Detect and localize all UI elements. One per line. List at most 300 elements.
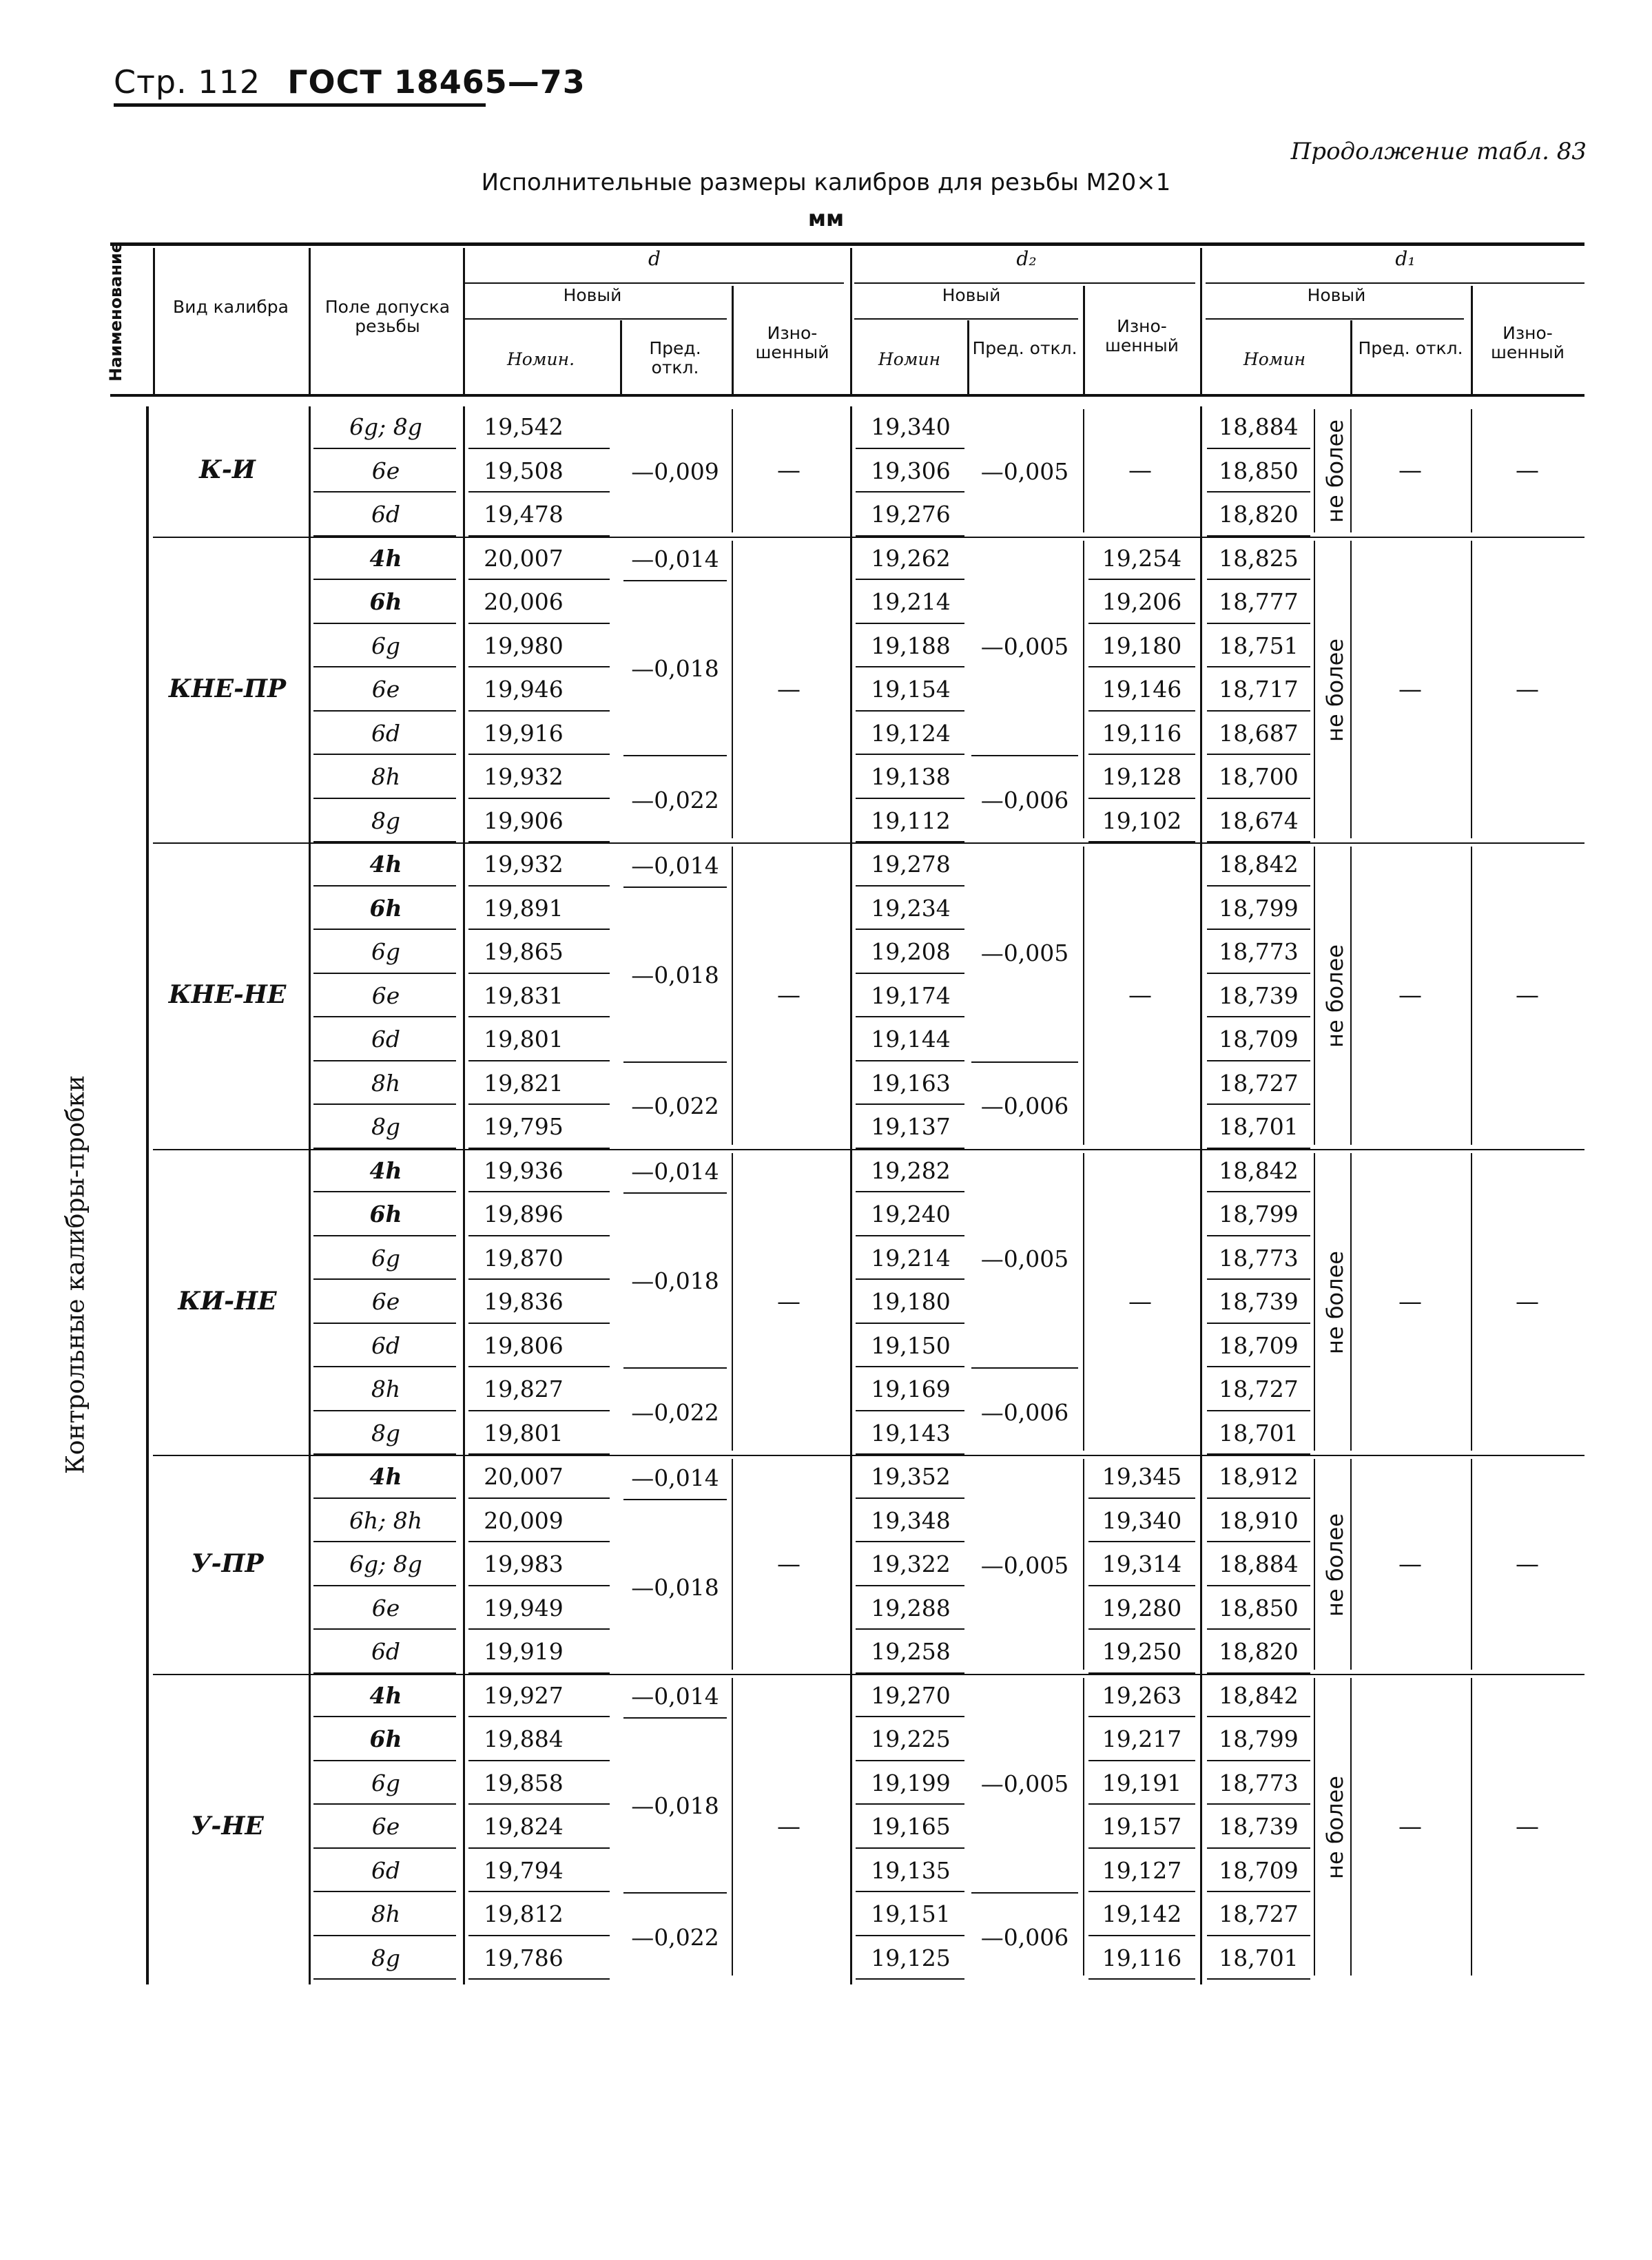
value-d-nominal: 19,884 [484, 1725, 564, 1752]
value-d-nominal: 19,827 [484, 1376, 564, 1402]
deviation-d: —0,022 [631, 786, 719, 813]
cell-underline [468, 491, 610, 493]
cell-underline [468, 1191, 610, 1192]
value-d2-nominal: 19,125 [871, 1944, 951, 1971]
value-d2-nominal: 19,352 [871, 1463, 951, 1490]
header-sub-rule [1206, 318, 1464, 320]
worn-d1-dash: — [1516, 1812, 1539, 1841]
value-d2-nominal: 19,138 [871, 763, 951, 790]
deviation-d: —0,018 [631, 1267, 719, 1294]
value-d-nominal: 19,932 [484, 851, 564, 878]
group-separator [153, 1455, 1584, 1456]
d1-bracket [1314, 1153, 1315, 1451]
deviation-d: —0,014 [631, 1683, 719, 1710]
value-d-nominal: 19,932 [484, 763, 564, 790]
cell-underline [1207, 1278, 1310, 1280]
tolerance-field: 6d [371, 719, 401, 747]
col-divider [1083, 847, 1084, 1145]
cell-underline [1088, 1541, 1195, 1542]
header-nom: Номин [1243, 349, 1306, 369]
standard-number: ГОСТ 18465—73 [287, 63, 586, 101]
cell-underline [1207, 1323, 1310, 1324]
cell-underline [313, 448, 456, 449]
cell-underline [856, 491, 964, 493]
value-d2-nominal: 19,276 [871, 501, 951, 528]
tolerance-field: 6g [371, 938, 401, 965]
cell-underline [468, 1060, 610, 1061]
deviation-d: —0,018 [631, 961, 719, 988]
header-d1: d₁ [1395, 247, 1416, 270]
cell-underline [856, 929, 964, 930]
deviation-rule [623, 1892, 727, 1894]
col-divider [463, 248, 465, 394]
value-d2-nominal: 19,340 [871, 413, 951, 440]
cell-underline [1207, 885, 1310, 887]
worn-d1-dash: — [1516, 457, 1539, 485]
value-d2-worn: 19,250 [1102, 1638, 1182, 1665]
value-d1-nominal: 18,777 [1219, 588, 1299, 615]
cell-underline [856, 1760, 964, 1761]
cell-underline [313, 1891, 456, 1892]
value-d1-nominal: 18,739 [1219, 1288, 1299, 1315]
cell-underline [468, 710, 610, 712]
value-d-nominal: 19,542 [484, 413, 564, 440]
value-d1-nominal: 18,799 [1219, 1201, 1299, 1227]
tolerance-field: 8h [371, 1069, 401, 1097]
col-divider [1200, 406, 1202, 1984]
table-left-rule [146, 406, 149, 1984]
tolerance-field: 4h [369, 851, 402, 878]
value-d2-nominal: 19,282 [871, 1157, 951, 1184]
value-d-nominal: 19,927 [484, 1681, 564, 1709]
cell-underline [313, 929, 456, 930]
cell-underline [1088, 1978, 1195, 1980]
header-nom: Номин [878, 349, 941, 369]
cell-underline [856, 1016, 964, 1017]
gauge-kind: КНЕ-ПР [168, 674, 287, 703]
cell-underline [1207, 1191, 1310, 1192]
col-divider [1350, 1153, 1352, 1451]
worn-d2-dash: — [1128, 1287, 1152, 1316]
value-d2-worn: 19,314 [1102, 1551, 1182, 1577]
d1-deviation-dash: — [1398, 1287, 1422, 1316]
cell-underline [468, 1891, 610, 1892]
deviation-d2: —0,005 [980, 633, 1069, 661]
cell-underline [468, 1935, 610, 1936]
tolerance-field: 4h [369, 1157, 402, 1184]
not-more-label: не более [1321, 1250, 1348, 1354]
not-more-label: не более [1321, 1513, 1348, 1617]
value-d-nominal: 19,478 [484, 501, 564, 528]
deviation-rule [623, 887, 727, 888]
cell-underline [1088, 1803, 1195, 1805]
d1-deviation-dash: — [1398, 457, 1422, 485]
cell-underline [313, 1585, 456, 1586]
cell-underline [468, 1803, 610, 1805]
header-rule [114, 103, 486, 107]
value-d2-nominal: 19,143 [871, 1419, 951, 1447]
tolerance-field: 8g [371, 807, 401, 834]
tolerance-field: 8g [371, 1113, 401, 1140]
cell-underline [313, 754, 456, 755]
value-d-nominal: 19,870 [484, 1244, 564, 1272]
value-d-nominal: 19,896 [484, 1201, 564, 1227]
value-d2-nominal: 19,288 [871, 1594, 951, 1621]
value-d1-nominal: 18,799 [1219, 894, 1299, 922]
cell-underline [856, 1235, 964, 1236]
deviation-d2: —0,005 [980, 1245, 1069, 1273]
value-d2-nominal: 19,124 [871, 719, 951, 747]
cell-underline [856, 1978, 964, 1980]
value-d1-nominal: 18,709 [1219, 1856, 1299, 1884]
tolerance-field: 6g [371, 632, 401, 659]
value-d2-nominal: 19,214 [871, 588, 951, 615]
cell-underline [313, 1760, 456, 1761]
cell-underline [1088, 1716, 1195, 1717]
cell-underline [468, 1978, 610, 1980]
cell-underline [313, 491, 456, 493]
deviation-rule [971, 755, 1078, 756]
col-divider [309, 406, 311, 1984]
cell-underline [313, 1235, 456, 1236]
value-d2-nominal: 19,151 [871, 1900, 951, 1927]
tolerance-field: 4h [369, 544, 402, 572]
cell-underline [468, 973, 610, 974]
cell-underline [468, 798, 610, 799]
value-d2-nominal: 19,174 [871, 982, 951, 1009]
value-d1-nominal: 18,884 [1219, 1551, 1299, 1577]
value-d2-worn: 19,345 [1102, 1463, 1182, 1490]
cell-underline [1088, 1891, 1195, 1892]
value-d-nominal: 19,858 [484, 1769, 564, 1796]
cell-underline [313, 1278, 456, 1280]
group-separator [153, 1674, 1584, 1675]
header-field: Поле допуска резьбы [324, 297, 451, 336]
value-d2-worn: 19,217 [1102, 1725, 1182, 1752]
col-divider [1350, 541, 1352, 839]
value-d-nominal: 19,801 [484, 1026, 564, 1053]
deviation-d: —0,014 [631, 546, 719, 573]
cell-underline [1088, 1847, 1195, 1849]
cell-underline [856, 1191, 964, 1192]
not-more-label: не более [1321, 1775, 1348, 1879]
tolerance-field: 8h [371, 1376, 401, 1402]
cell-underline [856, 1891, 964, 1892]
d1-bracket [1314, 1459, 1315, 1670]
value-d1-nominal: 18,912 [1219, 1463, 1299, 1490]
cell-underline [313, 710, 456, 712]
deviation-d: —0,018 [631, 1573, 719, 1601]
value-d2-nominal: 19,188 [871, 632, 951, 659]
value-d1-nominal: 18,820 [1219, 501, 1299, 528]
tolerance-field: 6g; 8g [349, 413, 422, 440]
cell-underline [1207, 666, 1310, 667]
d1-bracket [1314, 1678, 1315, 1976]
value-d2-worn: 19,180 [1102, 632, 1182, 659]
header-worn: Изно-шенный [755, 323, 829, 362]
header-worn: Изно-шенный [1105, 316, 1179, 355]
header-dev: Пред. откл. [1358, 338, 1463, 358]
not-more-label: не более [1321, 419, 1348, 523]
col-divider [620, 320, 622, 394]
cell-underline [856, 798, 964, 799]
cell-underline [313, 1103, 456, 1105]
cell-underline [1088, 798, 1195, 799]
worn-d-dash: — [777, 675, 801, 703]
cell-underline [313, 1628, 456, 1630]
cell-underline [313, 1847, 456, 1849]
header-bottom-rule [110, 394, 1584, 397]
deviation-d: —0,022 [631, 1398, 719, 1426]
cell-underline [856, 1278, 964, 1280]
value-d2-nominal: 19,262 [871, 544, 951, 572]
value-d2-nominal: 19,150 [871, 1331, 951, 1359]
value-d1-nominal: 18,687 [1219, 719, 1299, 747]
tolerance-field: 6d [371, 501, 401, 528]
cell-underline [1207, 1060, 1310, 1061]
cell-underline [856, 1803, 964, 1805]
deviation-d2: —0,005 [980, 1770, 1069, 1798]
cell-underline [468, 1410, 610, 1411]
value-d1-nominal: 18,799 [1219, 1725, 1299, 1752]
value-d2-nominal: 19,165 [871, 1813, 951, 1840]
tolerance-field: 6e [371, 1594, 400, 1621]
tolerance-field: 8h [371, 763, 401, 790]
cell-underline [468, 1585, 610, 1586]
value-d-nominal: 19,916 [484, 719, 564, 747]
col-divider [732, 1459, 733, 1670]
deviation-d2: —0,006 [980, 1092, 1069, 1119]
col-divider [1083, 409, 1084, 532]
value-d1-nominal: 18,727 [1219, 1069, 1299, 1097]
cell-underline [313, 1978, 456, 1980]
cell-underline [468, 1628, 610, 1630]
tolerance-field: 8h [371, 1900, 401, 1927]
gauge-kind: У-НЕ [191, 1811, 264, 1841]
value-d1-nominal: 18,739 [1219, 1813, 1299, 1840]
cell-underline [1088, 710, 1195, 712]
tolerance-field: 6h [369, 588, 402, 615]
tolerance-field: 6g; 8g [349, 1551, 422, 1577]
worn-d-dash: — [777, 1812, 801, 1841]
d1-deviation-dash: — [1398, 1812, 1422, 1841]
col-divider [850, 248, 852, 394]
worn-d-dash: — [777, 457, 801, 485]
cell-underline [1207, 929, 1310, 930]
deviation-d: —0,022 [631, 1923, 719, 1951]
tolerance-field: 4h [369, 1463, 402, 1490]
d1-deviation-dash: — [1398, 1550, 1422, 1578]
value-d2-nominal: 19,135 [871, 1856, 951, 1884]
tolerance-field: 6d [371, 1026, 401, 1053]
deviation-d: —0,009 [631, 458, 719, 486]
worn-d2-dash: — [1128, 982, 1152, 1010]
cell-underline [1207, 1716, 1310, 1717]
value-d-nominal: 19,865 [484, 938, 564, 965]
value-d2-worn: 19,157 [1102, 1813, 1182, 1840]
header-d2: d₂ [1016, 247, 1037, 270]
value-d-nominal: 19,891 [484, 894, 564, 922]
value-d-nominal: 19,821 [484, 1069, 564, 1097]
col-divider [1350, 847, 1352, 1145]
col-divider [732, 1153, 733, 1451]
value-d1-nominal: 18,820 [1219, 1638, 1299, 1665]
value-d2-nominal: 19,199 [871, 1769, 951, 1796]
value-d2-worn: 19,127 [1102, 1856, 1182, 1884]
col-divider [1083, 1153, 1084, 1451]
value-d2-nominal: 19,169 [871, 1376, 951, 1402]
deviation-rule [623, 1717, 727, 1719]
value-d2-worn: 19,116 [1102, 1944, 1182, 1971]
cell-underline [313, 1323, 456, 1324]
tolerance-field: 6d [371, 1856, 401, 1884]
col-divider [1350, 409, 1352, 532]
deviation-d2: —0,006 [980, 786, 1069, 813]
d1-bracket [1314, 541, 1315, 839]
value-d-nominal: 20,007 [484, 1463, 564, 1490]
value-d2-worn: 19,146 [1102, 676, 1182, 703]
value-d2-nominal: 19,163 [871, 1069, 951, 1097]
value-d1-nominal: 18,700 [1219, 763, 1299, 790]
value-d1-nominal: 18,825 [1219, 544, 1299, 572]
value-d2-nominal: 19,208 [871, 938, 951, 965]
value-d1-nominal: 18,701 [1219, 1944, 1299, 1971]
header-d: d [648, 247, 661, 270]
d1-bracket [1314, 409, 1315, 532]
cell-underline [468, 1541, 610, 1542]
tolerance-field: 6e [371, 1813, 400, 1840]
cell-underline [856, 666, 964, 667]
not-more-label: не более [1321, 638, 1348, 742]
value-d-nominal: 20,006 [484, 588, 564, 615]
worn-d-dash: — [777, 1550, 801, 1578]
cell-underline [313, 973, 456, 974]
cell-underline [1207, 1016, 1310, 1017]
d1-deviation-dash: — [1398, 982, 1422, 1010]
deviation-d: —0,014 [631, 851, 719, 879]
d1-bracket [1314, 847, 1315, 1145]
group-separator [153, 842, 1584, 844]
value-d1-nominal: 18,773 [1219, 1244, 1299, 1272]
value-d1-nominal: 18,709 [1219, 1331, 1299, 1359]
cell-underline [856, 1935, 964, 1936]
cell-underline [856, 754, 964, 755]
value-d2-nominal: 19,348 [871, 1506, 951, 1534]
header-sub-rule [854, 282, 1195, 284]
d1-deviation-dash: — [1398, 675, 1422, 703]
cell-underline [1207, 1541, 1310, 1542]
cell-underline [1207, 1235, 1310, 1236]
table-unit: мм [807, 205, 845, 231]
deviation-rule [623, 1192, 727, 1194]
value-d2-nominal: 19,112 [871, 807, 951, 834]
value-d2-nominal: 19,137 [871, 1113, 951, 1140]
deviation-rule [971, 1061, 1078, 1063]
cell-underline [313, 666, 456, 667]
col-divider [732, 409, 733, 532]
cell-underline [1088, 579, 1195, 580]
value-d2-worn: 19,128 [1102, 763, 1182, 790]
cell-underline [1088, 1760, 1195, 1761]
cell-underline [856, 1060, 964, 1061]
value-d2-nominal: 19,154 [871, 676, 951, 703]
tolerance-field: 6e [371, 676, 400, 703]
header-dev: Пред. откл. [972, 338, 1077, 358]
value-d1-nominal: 18,850 [1219, 1594, 1299, 1621]
value-d2-nominal: 19,306 [871, 457, 951, 484]
cell-underline [856, 1366, 964, 1367]
value-d1-nominal: 18,674 [1219, 807, 1299, 834]
deviation-rule [623, 580, 727, 581]
page-header [114, 63, 601, 101]
value-d-nominal: 19,983 [484, 1551, 564, 1577]
cell-underline [468, 1497, 610, 1499]
header-new: Новый [1307, 285, 1366, 305]
cell-underline [313, 798, 456, 799]
cell-underline [468, 579, 610, 580]
deviation-d: —0,014 [631, 1464, 719, 1491]
deviation-rule [971, 1367, 1078, 1369]
value-d-nominal: 19,919 [484, 1638, 564, 1665]
value-d1-nominal: 18,850 [1219, 457, 1299, 484]
value-d2-nominal: 19,180 [871, 1288, 951, 1315]
cell-underline [313, 1191, 456, 1192]
cell-underline [856, 1323, 964, 1324]
value-d2-nominal: 19,322 [871, 1551, 951, 1577]
cell-underline [856, 885, 964, 887]
cell-underline [1088, 1628, 1195, 1630]
value-d1-nominal: 18,773 [1219, 1769, 1299, 1796]
col-divider [732, 847, 733, 1145]
value-d2-nominal: 19,258 [871, 1638, 951, 1665]
deviation-d2: —0,005 [980, 939, 1069, 966]
tolerance-field: 6h; 8h [349, 1506, 423, 1534]
col-divider [1083, 286, 1085, 394]
value-d-nominal: 19,795 [484, 1113, 564, 1140]
deviation-d2: —0,006 [980, 1923, 1069, 1951]
value-d1-nominal: 18,727 [1219, 1376, 1299, 1402]
gauge-kind: КИ-НЕ [178, 1286, 277, 1316]
col-divider [732, 1678, 733, 1976]
worn-d-dash: — [777, 1287, 801, 1316]
worn-d2-dash: — [1128, 457, 1152, 485]
cell-underline [1207, 1935, 1310, 1936]
cell-underline [468, 885, 610, 887]
value-d-nominal: 19,806 [484, 1331, 564, 1359]
tolerance-field: 8g [371, 1944, 401, 1971]
cell-underline [856, 1628, 964, 1630]
value-d-nominal: 19,831 [484, 982, 564, 1009]
tolerance-field: 6h [369, 1725, 402, 1752]
cell-underline [856, 710, 964, 712]
cell-underline [468, 1016, 610, 1017]
gauge-kind: КНЕ-НЕ [168, 980, 287, 1010]
cell-underline [1207, 1628, 1310, 1630]
value-d2-worn: 19,116 [1102, 719, 1182, 747]
deviation-d2: —0,005 [980, 1551, 1069, 1579]
header-new: Новый [563, 285, 622, 305]
col-divider [732, 286, 734, 394]
deviation-d2: —0,006 [980, 1398, 1069, 1426]
value-d2-nominal: 19,225 [871, 1725, 951, 1752]
col-divider [1471, 1459, 1472, 1670]
col-divider [1083, 1678, 1084, 1976]
col-divider [1471, 409, 1472, 532]
cell-underline [1207, 1760, 1310, 1761]
value-d-nominal: 19,824 [484, 1813, 564, 1840]
cell-underline [1207, 1497, 1310, 1499]
worn-d1-dash: — [1516, 982, 1539, 1010]
